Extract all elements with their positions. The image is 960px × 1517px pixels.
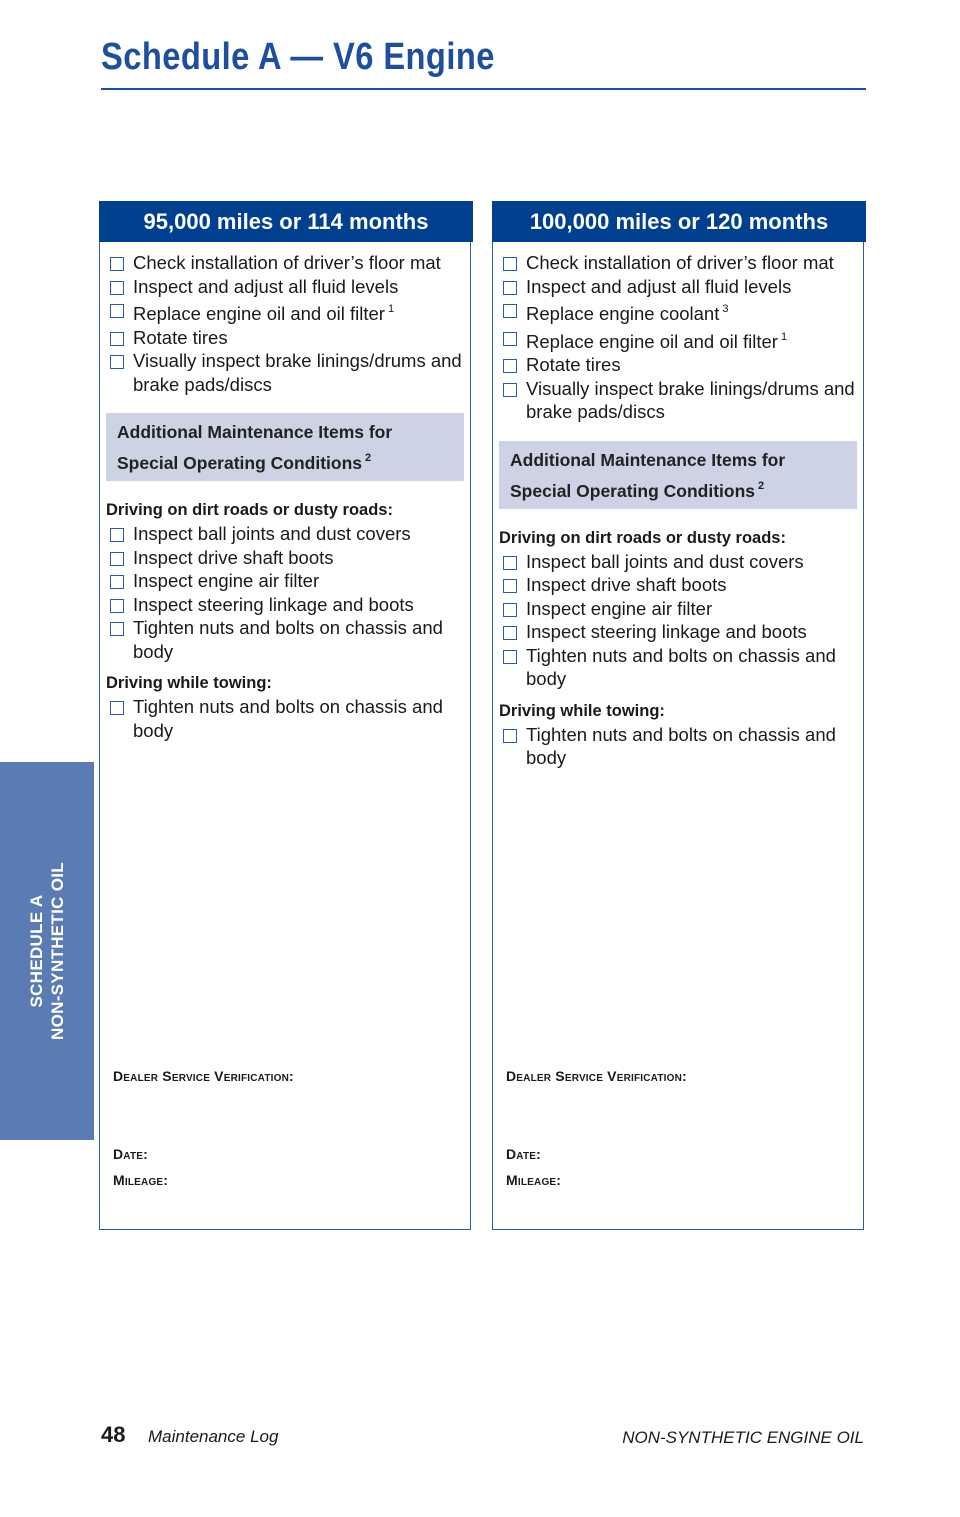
column-items <box>499 251 857 770</box>
footnote-ref: 1 <box>780 330 788 343</box>
checklist-item: Tighten nuts and bolts on chassis and body <box>106 616 464 663</box>
footnote-ref: 1 <box>387 303 395 315</box>
column-box <box>99 242 471 1230</box>
checklist-item: Inspect ball joints and dust covers <box>106 522 464 546</box>
checklist-item: Inspect and adjust all fluid levels <box>499 275 857 299</box>
condition-heading-dirt: Driving on dirt roads or dusty roads: <box>106 501 393 519</box>
side-tab-line-1: SCHEDULE A <box>27 894 46 1008</box>
checkbox-icon[interactable] <box>503 626 517 640</box>
checklist-item: Replace engine coolant $^3$ <box>499 298 857 326</box>
condition-heading-towing: Driving while towing: <box>106 674 272 692</box>
checkbox-icon[interactable] <box>110 257 124 271</box>
checklist-item: Tighten nuts and bolts on chassis and body <box>499 723 857 770</box>
page-title: Schedule A — V6 Engine <box>101 36 495 78</box>
checkbox-icon[interactable] <box>503 650 517 664</box>
footer-oil-type: NON-SYNTHETIC ENGINE OIL <box>622 1428 864 1447</box>
checkbox-icon[interactable] <box>110 528 124 542</box>
side-tab-label <box>26 762 68 1140</box>
checklist-item: Tighten nuts and bolts on chassis and body <box>499 644 857 691</box>
mileage-label: Mileage: <box>506 1172 562 1188</box>
checklist-item: Check installation of driver’s floor mat <box>499 251 857 275</box>
title-rule <box>101 88 866 90</box>
column-box <box>492 242 864 1230</box>
checklist-item: Replace engine oil and oil filter $^1$ <box>499 326 857 354</box>
checkbox-icon[interactable] <box>110 552 124 566</box>
checklist-item: Inspect and adjust all fluid levels <box>106 275 464 299</box>
date-label: Date: <box>506 1146 542 1162</box>
checkbox-icon[interactable] <box>503 556 517 570</box>
checkbox-icon[interactable] <box>503 383 517 397</box>
checkbox-icon[interactable] <box>110 599 124 613</box>
dealer-verification-label: Dealer Service Verification: <box>113 1068 294 1084</box>
checkbox-icon[interactable] <box>503 257 517 271</box>
checklist-item: Inspect steering linkage and boots <box>106 593 464 617</box>
checkbox-icon[interactable] <box>503 304 517 318</box>
checklist-item: Inspect drive shaft boots <box>499 573 857 597</box>
additional-items-box: Additional Maintenance Items for Special Operating Conditions $^2$ <box>106 413 464 481</box>
checklist-item: Check installation of driver’s floor mat <box>106 251 464 275</box>
interval-column-100000 <box>492 201 864 1230</box>
checkbox-icon[interactable] <box>503 332 517 346</box>
column-items <box>106 251 464 742</box>
checklist-item: Inspect engine air filter <box>499 597 857 621</box>
checkbox-icon[interactable] <box>110 281 124 295</box>
checklist-item: Inspect steering linkage and boots <box>499 620 857 644</box>
column-header: 95,000 miles or 114 months <box>99 201 473 242</box>
mileage-label: Mileage: <box>113 1172 169 1188</box>
checkbox-icon[interactable] <box>503 603 517 617</box>
page-number: 48 <box>101 1422 126 1447</box>
footnote-ref: 2 <box>365 452 372 464</box>
checkbox-icon[interactable] <box>503 281 517 295</box>
checklist-item: Inspect ball joints and dust covers <box>499 550 857 574</box>
checkbox-icon[interactable] <box>110 575 124 589</box>
checkbox-icon[interactable] <box>110 622 124 636</box>
date-label: Date: <box>113 1146 149 1162</box>
checkbox-icon[interactable] <box>503 359 517 373</box>
column-header: 100,000 miles or 120 months <box>492 201 866 242</box>
dealer-verification-label: Dealer Service Verification: <box>506 1068 687 1084</box>
checklist-item: Visually inspect brake linings/drums and brake pads/discs <box>499 377 857 424</box>
checkbox-icon[interactable] <box>503 729 517 743</box>
checklist-item: Inspect drive shaft boots <box>106 546 464 570</box>
checklist-item: Visually inspect brake linings/drums and brake pads/discs <box>106 349 464 396</box>
checklist-item: Replace engine oil and oil filter $^1$ <box>106 298 464 326</box>
footnote-ref: 3 <box>722 303 729 315</box>
checkbox-icon[interactable] <box>110 332 124 346</box>
footnote-ref: 2 <box>758 479 765 492</box>
checklist-item: Rotate tires <box>499 353 857 377</box>
condition-heading-dirt: Driving on dirt roads or dusty roads: <box>499 528 786 547</box>
checklist-item: Tighten nuts and bolts on chassis and body <box>106 695 464 742</box>
checklist-item: Inspect engine air filter <box>106 569 464 593</box>
checkbox-icon[interactable] <box>110 304 124 318</box>
footer-section-label: Maintenance Log <box>148 1427 279 1446</box>
additional-items-box: Additional Maintenance Items for Special Operating Conditions $^2$ <box>499 441 857 509</box>
interval-column-95000 <box>99 201 471 1230</box>
checkbox-icon[interactable] <box>110 355 124 369</box>
side-tab <box>0 762 94 1140</box>
condition-heading-towing: Driving while towing: <box>499 701 665 720</box>
checkbox-icon[interactable] <box>110 701 124 715</box>
checklist-item: Rotate tires <box>106 326 464 350</box>
checkbox-icon[interactable] <box>503 579 517 593</box>
side-tab-line-2: NON-SYNTHETIC OIL <box>48 862 67 1040</box>
